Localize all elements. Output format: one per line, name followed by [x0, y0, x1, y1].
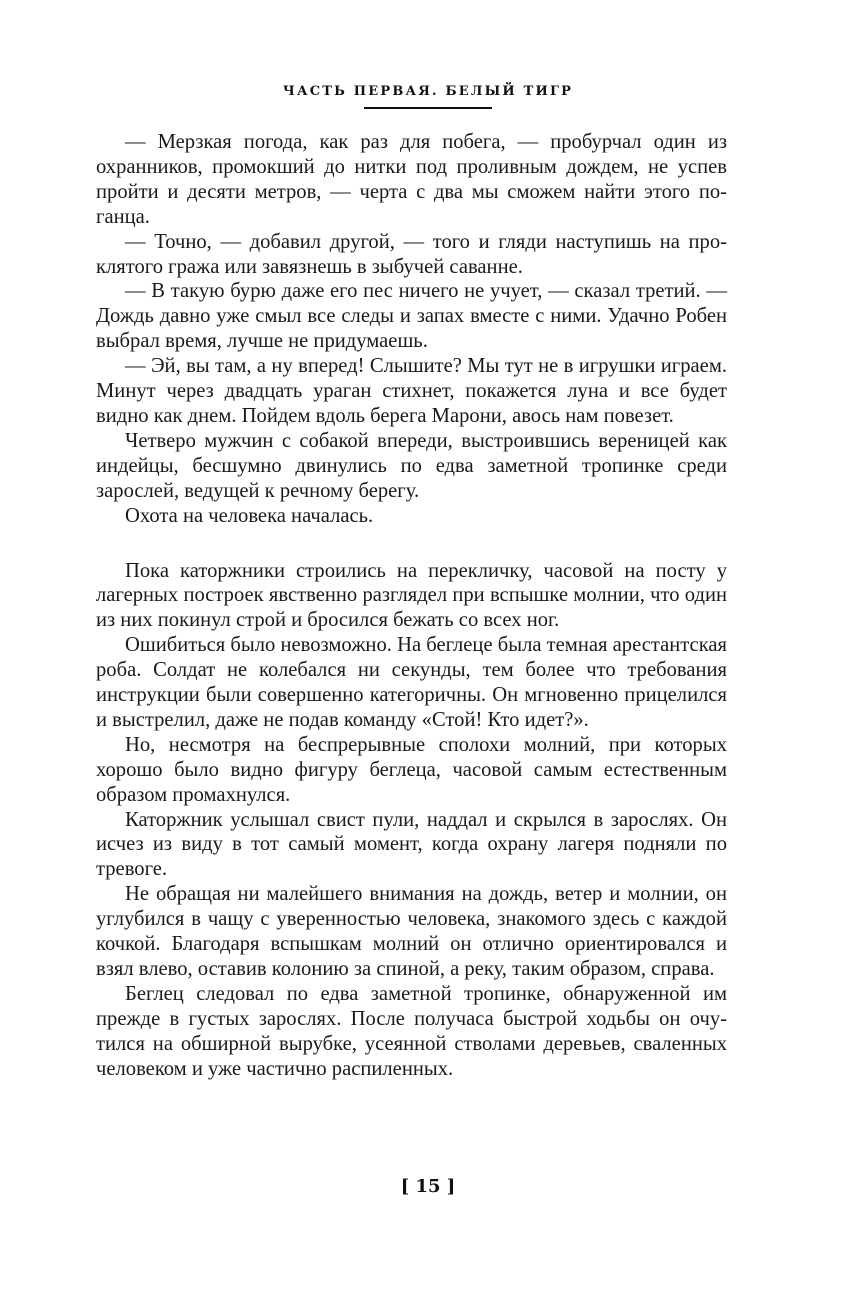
running-head: ЧАСТЬ ПЕРВАЯ. БЕЛЫЙ ТИГР [282, 84, 574, 99]
paragraph: Не обращая ни малейшего внимания на дождь, ветер и молнии, он углубился в чащу с уверенностью человека, знакомого здесь с каждой кочкой. Благодаря вспышкам молний он отлично ориентировался и взял влево, оставив колонию за спиной, а реку, таким образом, справа. [96, 883, 727, 980]
paragraph: Четверо мужчин с собакой впереди, выстроившись вереницей как индейцы, бесшумно двинулись по едва заметной тропинке среди зарослей, ведущей к речному берегу. [96, 429, 727, 502]
paragraph: — Мерзкая погода, как раз для побега, — пробурчал один из охранников, промокший до нитки под проливным дождем, не успев пройти и десяти метров, — черта с два мы сможем найти этого поганца. [96, 131, 727, 228]
section-break [96, 529, 727, 559]
paragraph: — В такую бурю даже его пес ничего не учует, — сказал третий. — Дождь давно уже смыл все следы и запах вместе с ними. Удачно Робен выбрал время, лучше не придумаешь. [96, 280, 727, 353]
paragraph: Ошибиться было невозможно. На беглеце была темная арестантская роба. Солдат не колебался ни секунды, тем более что требования инструкции были совершенно категоричны. Он мгновенно прицелился и выстрелил, даже не подав команду «Стой! Кто идет?». [96, 634, 727, 731]
paragraph: Пока каторжники строились на перекличку, часовой на посту у лагерных построек явственно разглядел при вспышке молнии, что один из них покинул строй и бросился бежать со всех ног. [96, 559, 727, 632]
body-text [96, 130, 727, 1082]
paragraph: Но, несмотря на беспрерывные сполохи молний, при которых хорошо было видно фигуру беглеца, часовой самым естественным образом промахнулся. [96, 733, 727, 806]
paragraph: Каторжник услышал свист пули, наддал и скрылся в зарослях. Он исчез из виду в тот самый момент, когда охрану лагеря подняли по тревоге. [96, 808, 727, 881]
paragraph: — Эй, вы там, а ну вперед! Слышите? Мы тут не в игрушки играем. Минут через двадцать ураган стихнет, покажется луна и все будет видно как днем. Пойдем вдоль берега Марони, авось нам повезет. [96, 355, 727, 427]
paragraph: — Точно, — добавил другой, — того и гляди наступишь на проклятого гража или завязнешь в зыбучей саванне. [96, 230, 727, 278]
page-number: [ 15 ] [400, 1176, 456, 1197]
paragraph: Беглец следовал по едва заметной тропинке, обнаруженной им прежде в густых зарослях. После получаса быстрой ходьбы он очутился на обширной вырубке, усеянной стволами деревьев, сваленных человеком и уже частично распиленных. [96, 982, 727, 1080]
running-head-rule [364, 107, 492, 109]
paragraph: Охота на человека началась. [125, 504, 374, 527]
